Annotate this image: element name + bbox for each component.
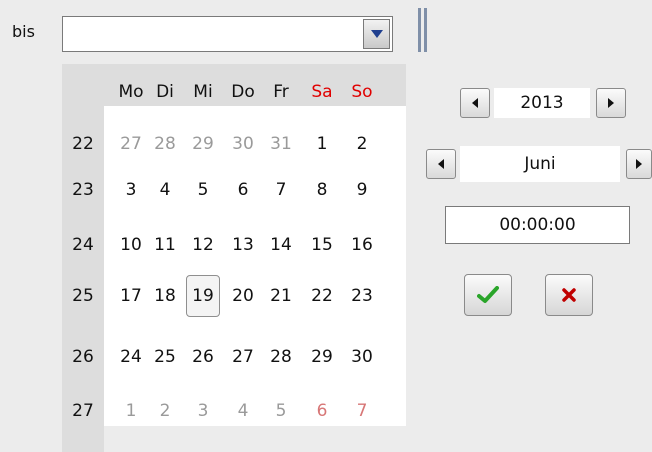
weekday-header: So [351, 81, 373, 102]
day-cell[interactable]: 29 [192, 133, 214, 154]
day-cell[interactable]: 29 [311, 346, 333, 367]
day-cell[interactable]: 1 [316, 133, 328, 154]
weekday-header: Do [231, 81, 255, 102]
weekday-header: Mi [193, 81, 213, 102]
arrow-right-icon [635, 158, 643, 170]
day-cell[interactable]: 23 [351, 285, 373, 306]
day-cell[interactable]: 7 [275, 179, 287, 200]
day-cell[interactable]: 18 [154, 285, 176, 306]
close-icon [561, 287, 577, 303]
cancel-button[interactable] [545, 274, 593, 316]
field-label: bis [12, 22, 35, 41]
day-cell[interactable]: 7 [356, 400, 368, 421]
week-number: 24 [72, 234, 94, 255]
week-number: 26 [72, 346, 94, 367]
date-input[interactable] [62, 16, 393, 52]
day-cell[interactable]: 31 [270, 133, 292, 154]
day-cell[interactable]: 28 [270, 346, 292, 367]
week-number: 23 [72, 179, 94, 200]
confirm-button[interactable] [464, 274, 512, 316]
day-cell[interactable]: 3 [197, 400, 209, 421]
week-number: 27 [72, 400, 94, 421]
chevron-down-icon [370, 29, 384, 39]
day-cell[interactable]: 22 [311, 285, 333, 306]
day-cell[interactable]: 20 [232, 285, 254, 306]
prev-month-button[interactable] [426, 149, 456, 179]
day-cell[interactable]: 6 [237, 179, 249, 200]
day-cell[interactable]: 6 [316, 400, 328, 421]
day-cell[interactable]: 3 [125, 179, 137, 200]
day-cell[interactable]: 25 [154, 346, 176, 367]
day-cell[interactable]: 21 [270, 285, 292, 306]
dropdown-button[interactable] [363, 19, 390, 49]
prev-year-button[interactable] [460, 88, 490, 118]
day-cell[interactable]: 28 [154, 133, 176, 154]
day-cell[interactable]: 2 [356, 133, 368, 154]
day-cell[interactable]: 27 [232, 346, 254, 367]
day-cell[interactable]: 9 [356, 179, 368, 200]
day-cell[interactable]: 26 [192, 346, 214, 367]
splitter[interactable] [418, 8, 428, 52]
day-cell[interactable]: 12 [192, 234, 214, 255]
weekday-header: Mo [118, 81, 144, 102]
arrow-right-icon [607, 97, 615, 109]
day-cell[interactable]: 8 [316, 179, 328, 200]
day-cell[interactable]: 5 [275, 400, 287, 421]
day-cell[interactable]: 24 [120, 346, 142, 367]
time-field[interactable]: 00:00:00 [445, 206, 630, 244]
weekday-header: Sa [311, 81, 333, 102]
day-cell[interactable]: 4 [159, 179, 171, 200]
day-cell[interactable]: 1 [125, 400, 137, 421]
day-cell[interactable]: 14 [270, 234, 292, 255]
day-cell[interactable]: 10 [120, 234, 142, 255]
day-cell-selected[interactable]: 19 [186, 275, 220, 317]
week-number: 25 [72, 285, 94, 306]
day-cell[interactable]: 27 [120, 133, 142, 154]
day-cell[interactable]: 17 [120, 285, 142, 306]
weekday-header: Fr [273, 81, 289, 102]
day-cell[interactable]: 2 [159, 400, 171, 421]
day-cell[interactable]: 30 [232, 133, 254, 154]
day-cell[interactable]: 30 [351, 346, 373, 367]
day-cell[interactable]: 13 [232, 234, 254, 255]
week-number: 22 [72, 133, 94, 154]
day-cell[interactable]: 16 [351, 234, 373, 255]
arrow-left-icon [437, 158, 445, 170]
day-cell[interactable]: 15 [311, 234, 333, 255]
year-value: 2013 [494, 88, 590, 118]
day-cell[interactable]: 4 [237, 400, 249, 421]
day-cell[interactable]: 11 [154, 234, 176, 255]
next-year-button[interactable] [596, 88, 626, 118]
weekday-header: Di [156, 81, 174, 102]
check-icon [477, 286, 499, 304]
month-value: Juni [460, 146, 620, 182]
day-cell[interactable]: 5 [197, 179, 209, 200]
next-month-button[interactable] [626, 149, 652, 179]
arrow-left-icon [471, 97, 479, 109]
